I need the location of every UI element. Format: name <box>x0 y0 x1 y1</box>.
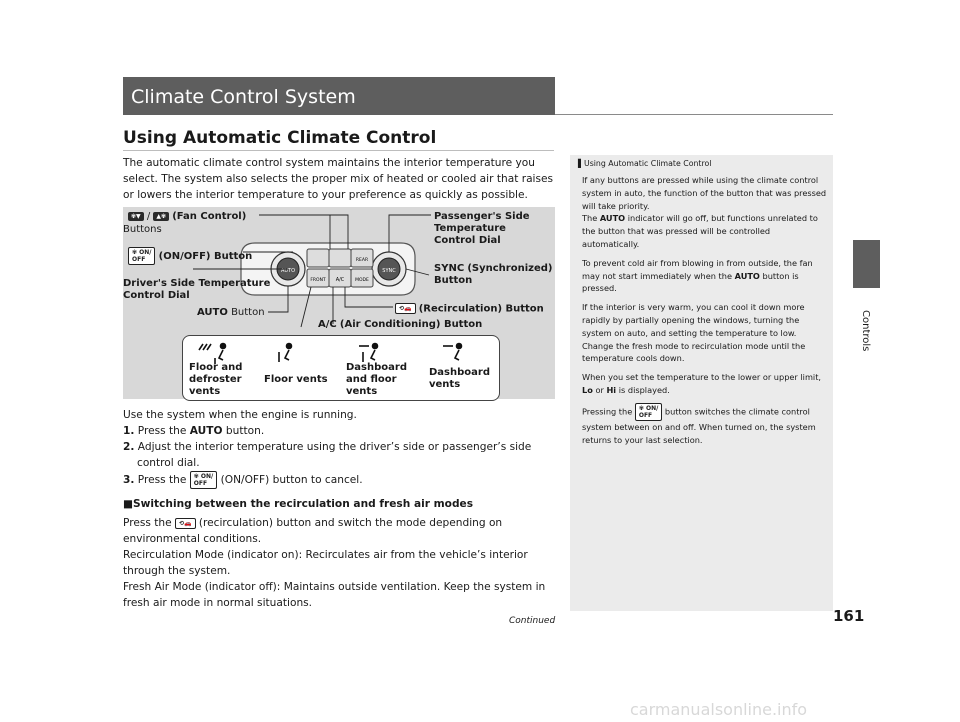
note-marker-icon: ▌ <box>578 159 584 168</box>
fan-down-icon: ✾▼ <box>128 212 144 221</box>
sync-button-label: SYNC (Synchronized) Button <box>434 263 553 286</box>
dashboard-floor-vents-label: Dashboard and floor vents <box>346 362 407 397</box>
onoff-icon: ✾ ON/ OFF <box>128 247 155 265</box>
onoff-inline-icon: ✾ ON/ OFF <box>190 471 217 489</box>
recirculation-icon: ⟲🚗 <box>395 303 416 314</box>
page-heading: Using Automatic Climate Control <box>123 128 437 148</box>
step-2: 2. Adjust the interior temperature using the driver’s side or passenger’s side control dial. <box>123 441 532 469</box>
recirc-p2: Recirculation Mode (indicator on): Recirculates air from the vehicle’s interior through the system. <box>123 549 528 577</box>
driver-dial-label: Driver's Side Temperature Control Dial <box>123 278 271 301</box>
recirc-paragraphs <box>123 515 555 611</box>
dash-floor-icon <box>359 344 378 363</box>
sidebar-p2: To prevent cold air from blowing in from outside, the fan may not start immediately when the AUTO button is pressed. <box>582 257 813 294</box>
dashboard-vent-icon <box>443 344 462 361</box>
page-number: 161 <box>833 607 865 625</box>
floor-vent-icon <box>279 344 292 363</box>
panel-rear-key: REAR <box>355 258 369 263</box>
recirc-p1: Press the ⟲🚗 (recirculation) button and switch the mode depending on environmental conditions. <box>123 517 503 545</box>
intro-paragraph: The automatic climate control system maintains the interior temperature you select. The system also selects the proper mix of heated or cooled air that raises or lowers the interior temperature to your preference as quickly as possible. <box>123 157 554 201</box>
onoff-sidebar-icon: ✾ ON/ OFF <box>635 403 662 421</box>
panel-auto-key: AUTO <box>280 268 296 274</box>
heading-rule <box>123 150 554 151</box>
fan-control-label-2: Buttons <box>123 224 162 235</box>
watermark: carmanualsonline.info <box>630 700 808 719</box>
panel-ac-key: A/C <box>335 277 345 283</box>
recirc-button-label: ⟲🚗 (Recirculation) Button <box>395 303 544 316</box>
step-3: 3. Press the ✾ ON/ OFF (ON/OFF) button to cancel. <box>123 473 363 487</box>
header-rule <box>555 114 833 115</box>
chapter-tab[interactable] <box>853 240 880 288</box>
auto-button-label: AUTO Button <box>197 307 265 318</box>
chapter-tab-label: Controls <box>860 310 871 352</box>
sidebar-text <box>582 174 828 452</box>
recirculation-inline-icon: ⟲🚗 <box>175 518 196 529</box>
panel-sync-key: SYNC <box>382 268 396 274</box>
sidebar-p4: When you set the temperature to the lower or upper limit, Lo or Hi is displayed. <box>582 372 822 395</box>
sidebar-p1: If any buttons are pressed while using the climate control system in auto, the function of the button that was pressed will take priority. The AUTO indicator will go off, but functions unrelated to the button that was pressed will be controlled automatically. <box>582 175 827 249</box>
recirc-p3: Fresh Air Mode (indicator off): Maintains outside ventilation. Keep the system in fresh air mode in normal situations. <box>123 581 546 609</box>
steps-lead: Use the system when the engine is running. <box>123 409 357 421</box>
passenger-dial-label: Passenger's Side Temperature Control Dial <box>434 211 530 246</box>
vent-mode-legend <box>182 335 500 401</box>
panel-mode-key: MODE <box>355 278 369 283</box>
ac-button-label: A/C (Air Conditioning) Button <box>318 319 483 330</box>
sidebar-p3: If the interior is very warm, you can cool it down more rapidly by partially opening the windows, turning the system on auto, and setting the temperature to low. Change the fresh mode to recirculation mode until the temperature cools down. <box>582 302 806 364</box>
dashboard-vents-label: Dashboard vents <box>429 367 490 390</box>
fan-control-label: ✾▼ / ▲✾ (Fan Control) <box>128 211 246 223</box>
floor-vents-label: Floor vents <box>264 374 328 385</box>
panel-front-key: FRONT <box>310 278 326 283</box>
floor-defroster-vents-label: Floor and defroster vents <box>189 362 243 397</box>
continued-marker: Continued <box>509 616 556 626</box>
sidebar-heading: ▌Using Automatic Climate Control <box>578 159 712 168</box>
onoff-label: ✾ ON/ OFF (ON/OFF) Button <box>128 247 252 265</box>
recirc-heading: ■Switching between the recirculation and fresh air modes <box>123 498 474 510</box>
usage-steps <box>123 407 555 489</box>
fan-up-icon: ▲✾ <box>153 212 169 221</box>
floor-defrost-icon <box>199 344 226 365</box>
step-1: 1. Press the AUTO button. <box>123 425 265 437</box>
sidebar-p5: Pressing the ✾ ON/ OFF button switches the climate control system between on and off. When turned on, the system returns to your last selection. <box>582 404 816 445</box>
section-title: Climate Control System <box>131 86 356 108</box>
